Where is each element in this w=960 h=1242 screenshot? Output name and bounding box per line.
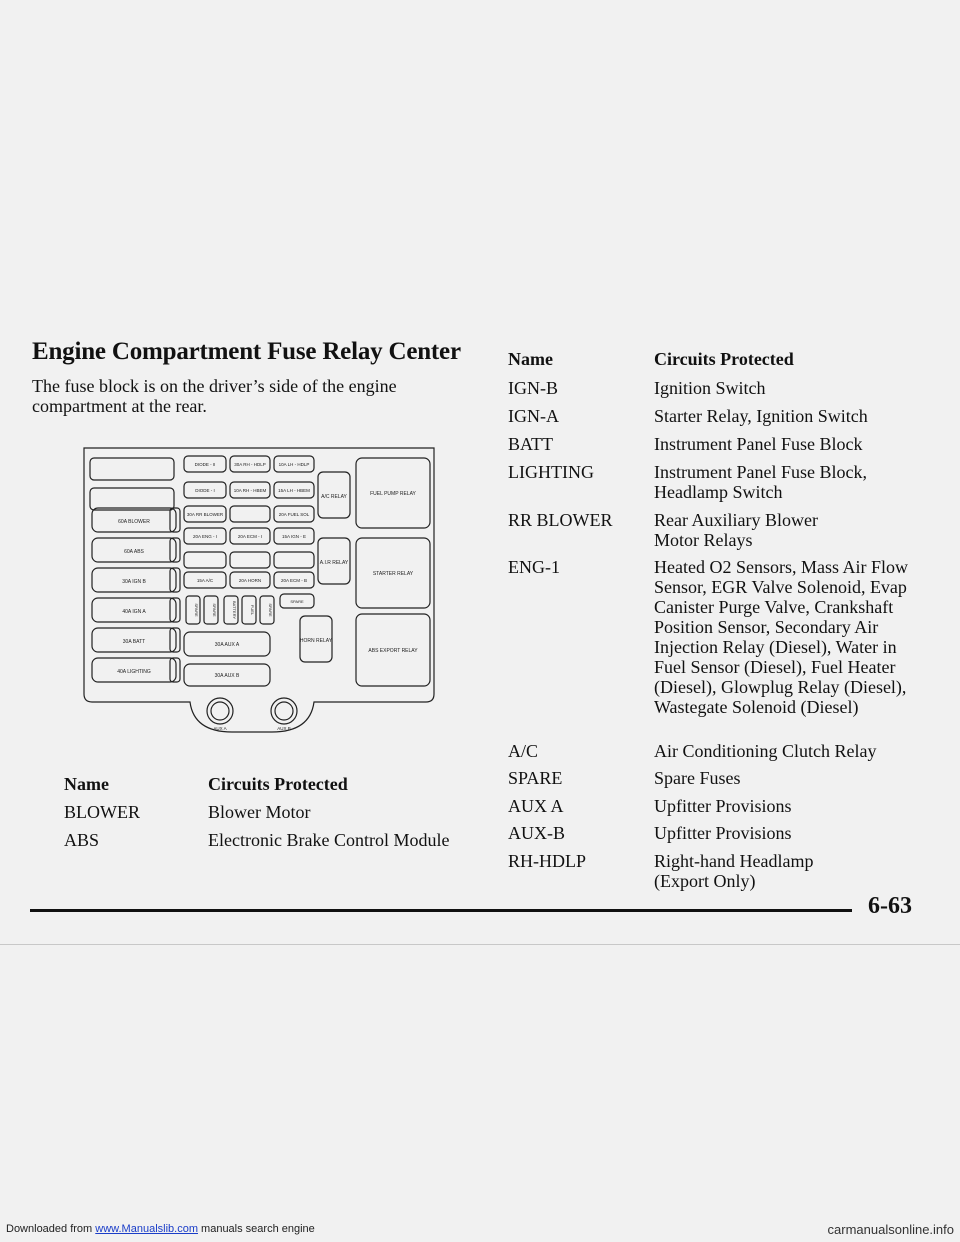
left-row-name: ABS	[64, 830, 100, 850]
right-row-circuits: Instrument Panel Fuse Block, Headlamp Switch	[654, 462, 867, 502]
relay-label: A.I.R RELAY	[319, 560, 349, 566]
right-row-circuits: Heated O2 Sensors, Mass Air Flow Sensor, EGR Valve Solenoid, Evap Canister Purge Valve, Crankshaft Position Sensor, Secondary Air Injection Relay (Diesel), Water in Fuel Sensor (Diesel), Fuel Heater (Diesel), Glowplug Relay (Diesel), Wastegate Solenoid (Diesel)	[654, 557, 908, 717]
fuse-label: FUEL	[250, 604, 255, 616]
fuse-label: 40A IGN A	[122, 609, 146, 615]
right-row-name: AUX A	[508, 796, 564, 816]
fuse-label: SPARE	[290, 599, 304, 604]
fuse-label: 15A IGN - E	[281, 534, 307, 539]
right-row-circuits: Instrument Panel Fuse Block	[654, 434, 863, 454]
blank-slot	[90, 458, 174, 480]
fuse-label: BATTERY	[232, 600, 237, 620]
fuse-label: 15A A/C	[196, 578, 214, 583]
fuse-label: SPARE	[194, 603, 199, 617]
fuse-label: 20A HORN	[238, 578, 262, 583]
fuse-label: 20A ECM - B	[280, 578, 308, 583]
page-number: 6-63	[868, 893, 912, 919]
fuse-label: 60A ABS	[124, 549, 144, 555]
relay-label: FUEL PUMP RELAY	[370, 491, 416, 497]
right-table-head-circuits: Circuits Protected	[654, 349, 794, 369]
right-row-name: IGN-A	[508, 406, 559, 426]
fuse-label: 20A ECM - I	[237, 534, 263, 539]
fuse-label: SPARE	[268, 603, 273, 617]
relay-label: A/C RELAY	[321, 494, 347, 500]
left-row-name: BLOWER	[64, 802, 140, 822]
fuse-label: 15A LH - HBEM	[278, 488, 310, 493]
stud-label: AUX B	[277, 726, 291, 731]
right-row-name: RH-HDLP	[508, 851, 587, 871]
stud-label: AUX A	[213, 726, 227, 731]
right-row-name: RR BLOWER	[508, 510, 613, 530]
left-table-head-circuits: Circuits Protected	[208, 774, 348, 794]
right-row-circuits: Upfitter Provisions	[654, 796, 792, 816]
manualslib-link[interactable]: www.Manualslib.com	[95, 1223, 198, 1235]
fuse-label: 40A LIGHTING	[117, 669, 151, 675]
banner-suffix: manuals search engine	[197, 1223, 315, 1235]
right-row-name: AUX-B	[508, 823, 565, 843]
right-row-name: LIGHTING	[508, 462, 594, 482]
fuse-label: DIODE - I	[195, 488, 215, 493]
fuse-block-diagram	[82, 446, 442, 736]
fuse-label: 10A RH - HBEM	[233, 488, 267, 493]
right-row-name: A/C	[508, 741, 539, 761]
fuse-label: 60A BLOWER	[118, 519, 150, 525]
left-row-circuits: Electronic Brake Control Module	[208, 830, 450, 850]
blank-slot	[90, 488, 174, 510]
fuse-label: 30A BATT	[122, 639, 146, 645]
download-banner	[6, 1223, 315, 1235]
right-row-name: SPARE	[508, 768, 563, 788]
intro-text: The fuse block is on the driver’s side of the engine compartment at the rear.	[32, 376, 397, 416]
right-row-name: ENG-1	[508, 557, 560, 577]
right-row-circuits: Rear Auxiliary Blower Motor Relays	[654, 510, 818, 550]
right-row-circuits: Spare Fuses	[654, 768, 741, 788]
left-row-circuits: Blower Motor	[208, 802, 311, 822]
page-title: Engine Compartment Fuse Relay Center	[32, 338, 461, 365]
fuse-label: 20A ENG - I	[192, 534, 218, 539]
right-row-circuits: Air Conditioning Clutch Relay	[654, 741, 877, 761]
fuse-label: 10A LH - HDLP	[278, 462, 310, 467]
right-row-circuits: Right-hand Headlamp (Export Only)	[654, 851, 814, 891]
right-table-head-name: Name	[508, 349, 553, 369]
relay-label: ABS EXPORT RELAY	[368, 648, 418, 654]
fuse-label: 30A RH - HDLP	[234, 462, 266, 467]
aux-studs	[207, 698, 297, 724]
banner-prefix: Downloaded from	[6, 1223, 96, 1235]
mini-fuse-grid	[184, 456, 314, 588]
fuse-label: 30A RR BLOWER	[186, 512, 224, 517]
right-row-circuits: Ignition Switch	[654, 378, 766, 398]
right-row-circuits: Upfitter Provisions	[654, 823, 792, 843]
left-maxi-fuses	[92, 508, 180, 682]
watermark: carmanualsonline.info	[827, 1222, 954, 1237]
relay-label: HORN RELAY	[299, 638, 333, 644]
left-table-head-name: Name	[64, 774, 109, 794]
fuse-label: 30A AUX A	[214, 642, 240, 648]
fuse-label: DIODE - II	[194, 462, 216, 467]
right-row-circuits: Starter Relay, Ignition Switch	[654, 406, 868, 426]
footer-rule	[30, 909, 852, 912]
fuse-label: SPARE	[212, 603, 217, 617]
fuse-label: 30A IGN B	[122, 579, 146, 585]
fuse-label: 20A FUEL SOL	[278, 512, 310, 517]
relay-label: STARTER RELAY	[372, 571, 414, 577]
right-row-name: BATT	[508, 434, 553, 454]
right-row-name: IGN-B	[508, 378, 558, 398]
footer-divider	[0, 944, 960, 945]
fuse-label: 30A AUX B	[214, 673, 240, 679]
